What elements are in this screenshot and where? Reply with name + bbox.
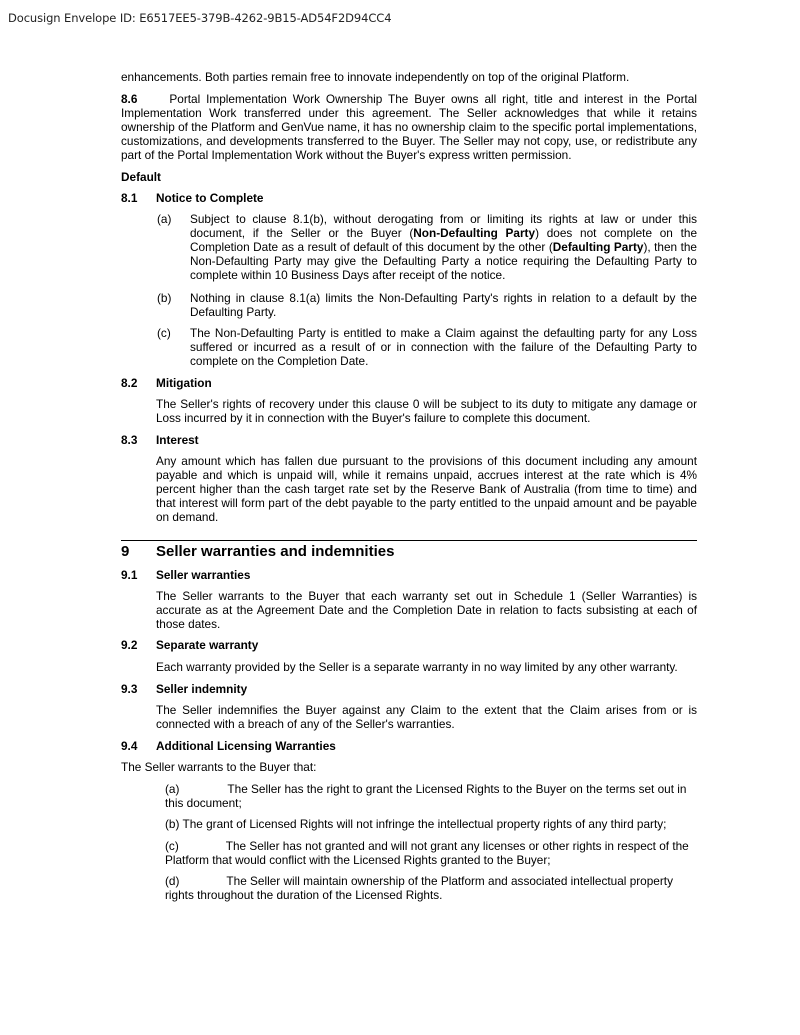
clause-9-2-number: 9.2 (121, 638, 138, 652)
clause-9-4-intro: The Seller warrants to the Buyer that: (121, 760, 317, 774)
clause-9-2-title: Separate warranty (156, 638, 259, 652)
defaulting-party-term: Defaulting Party (552, 240, 644, 254)
clause-8-1-a-part-2: ) does not complete on the Completion Date as a result of default of this document by the other ( (190, 226, 698, 254)
clause-9-4-d-label: (d) (165, 874, 180, 888)
non-defaulting-party-term: Non-Defaulting Party (413, 226, 536, 240)
clause-9-2-text: Each warranty provided by the Seller is a separate warranty in no way limited by any other warranty. (156, 660, 678, 674)
clause-8-1-a-label: (a) (157, 212, 172, 226)
clause-8-1-b-label: (b) (157, 291, 172, 305)
clause-9-3-number: 9.3 (121, 682, 138, 696)
continuation-text: enhancements. Both parties remain free to innovate independently on top of the original Platform. (121, 70, 630, 84)
clause-8-1-a-part-1: Subject to clause 8.1(b), without derogating from or limiting its rights at law or under this document, if the Seller or the Buyer ( (190, 212, 697, 240)
clause-8-3-title: Interest (156, 433, 199, 447)
clause-8-1-number: 8.1 (121, 191, 138, 205)
section-9-title: Seller warranties and indemnities (156, 543, 395, 560)
clause-9-4-b-text: (b) The grant of Licensed Rights will not infringe the intellectual property rights of any third party; (165, 817, 667, 831)
clause-9-4-d (165, 874, 697, 902)
envelope-id: Docusign Envelope ID: E6517EE5-379B-4262-9B15-AD54F2D94CC4 (8, 11, 392, 25)
clause-8-2-number: 8.2 (121, 376, 138, 390)
clause-9-4-c (165, 839, 697, 867)
clause-9-4-a-label: (a) (165, 782, 180, 796)
clause-9-4-a (165, 782, 697, 810)
clause-8-3-text: Any amount which has fallen due pursuant to the provisions of this document including any amount payable and which is unpaid will, while it remains unpaid, accrues interest at the rate which is 4% percent higher than the cash target rate set by the Reserve Bank of Australia (from time to time) and that interest will form part of the debt payable to the party entitled to the unpaid amount and be payable on demand. (156, 454, 697, 524)
section-9-number: 9 (121, 543, 130, 560)
clause-9-4-c-text: The Seller has not granted and will not grant any licenses or other rights in respect of the Platform that would conflict with the Licensed Rights granted to the Buyer; (165, 839, 689, 867)
clause-8-1-c-text: The Non-Defaulting Party is entitled to make a Claim against the defaulting party for any Loss suffered or incurred as a result of or in connection with the failure of the Defaulting Party to complete on the Completion Date. (190, 326, 697, 368)
clause-8-3-number: 8.3 (121, 433, 138, 447)
clause-9-1-number: 9.1 (121, 568, 138, 582)
clause-9-1-title: Seller warranties (156, 568, 251, 582)
clause-9-1-text: The Seller warrants to the Buyer that each warranty set out in Schedule 1 (Seller Warranties) is accurate as at the Agreement Date and the Completion Date in relation to facts subsisting at each of those dates. (156, 589, 697, 631)
clause-8-1-title: Notice to Complete (156, 191, 264, 205)
clause-8-6-text: Portal Implementation Work Ownership The Buyer owns all right, title and interest in the Portal Implementation Work transferred under this agreement. The Seller acknowledges that while it retains ownership of the Platform and GenVue name, it has no ownership claim to the specific portal implementations, customizations, and developments transferred to the Buyer. The Seller may not copy, use, or redistribute any part of the Portal Implementation Work without the Buyer's express written permission. (121, 92, 697, 162)
clause-9-4-a-text: The Seller has the right to grant the Licensed Rights to the Buyer on the terms set out in this document; (165, 782, 687, 810)
clause-8-2-text: The Seller's rights of recovery under this clause 0 will be subject to its duty to mitigate any damage or Loss incurred by it in connection with the Buyer's failure to complete this document. (156, 397, 697, 425)
default-heading: Default (121, 170, 161, 184)
clause-9-3-title: Seller indemnity (156, 682, 248, 696)
clause-8-6 (121, 92, 697, 162)
section-divider (121, 540, 697, 541)
clause-8-6-number: 8.6 (121, 92, 138, 106)
clause-9-3-text: The Seller indemnifies the Buyer against any Claim to the extent that the Claim arises from or is connected with a breach of any of the Seller's warranties. (156, 703, 697, 731)
clause-8-1-b-text: Nothing in clause 8.1(a) limits the Non-Defaulting Party's rights in relation to a default by the Defaulting Party. (190, 291, 697, 319)
clause-8-1-c-label: (c) (157, 326, 171, 340)
clause-9-4-c-label: (c) (165, 839, 179, 853)
clause-8-1-a-part-3: ), then the Non-Defaulting Party may give the Defaulting Party a notice requiring the Defaulting Party to complete within 10 Business Days after receipt of the notice. (190, 240, 697, 282)
clause-9-4-title: Additional Licensing Warranties (156, 739, 336, 753)
clause-8-1-a-text (190, 212, 697, 282)
clause-9-4-number: 9.4 (121, 739, 138, 753)
clause-9-4-d-text: The Seller will maintain ownership of the Platform and associated intellectual property rights throughout the duration of the Licensed Rights. (165, 874, 673, 902)
clause-8-2-title: Mitigation (156, 376, 212, 390)
